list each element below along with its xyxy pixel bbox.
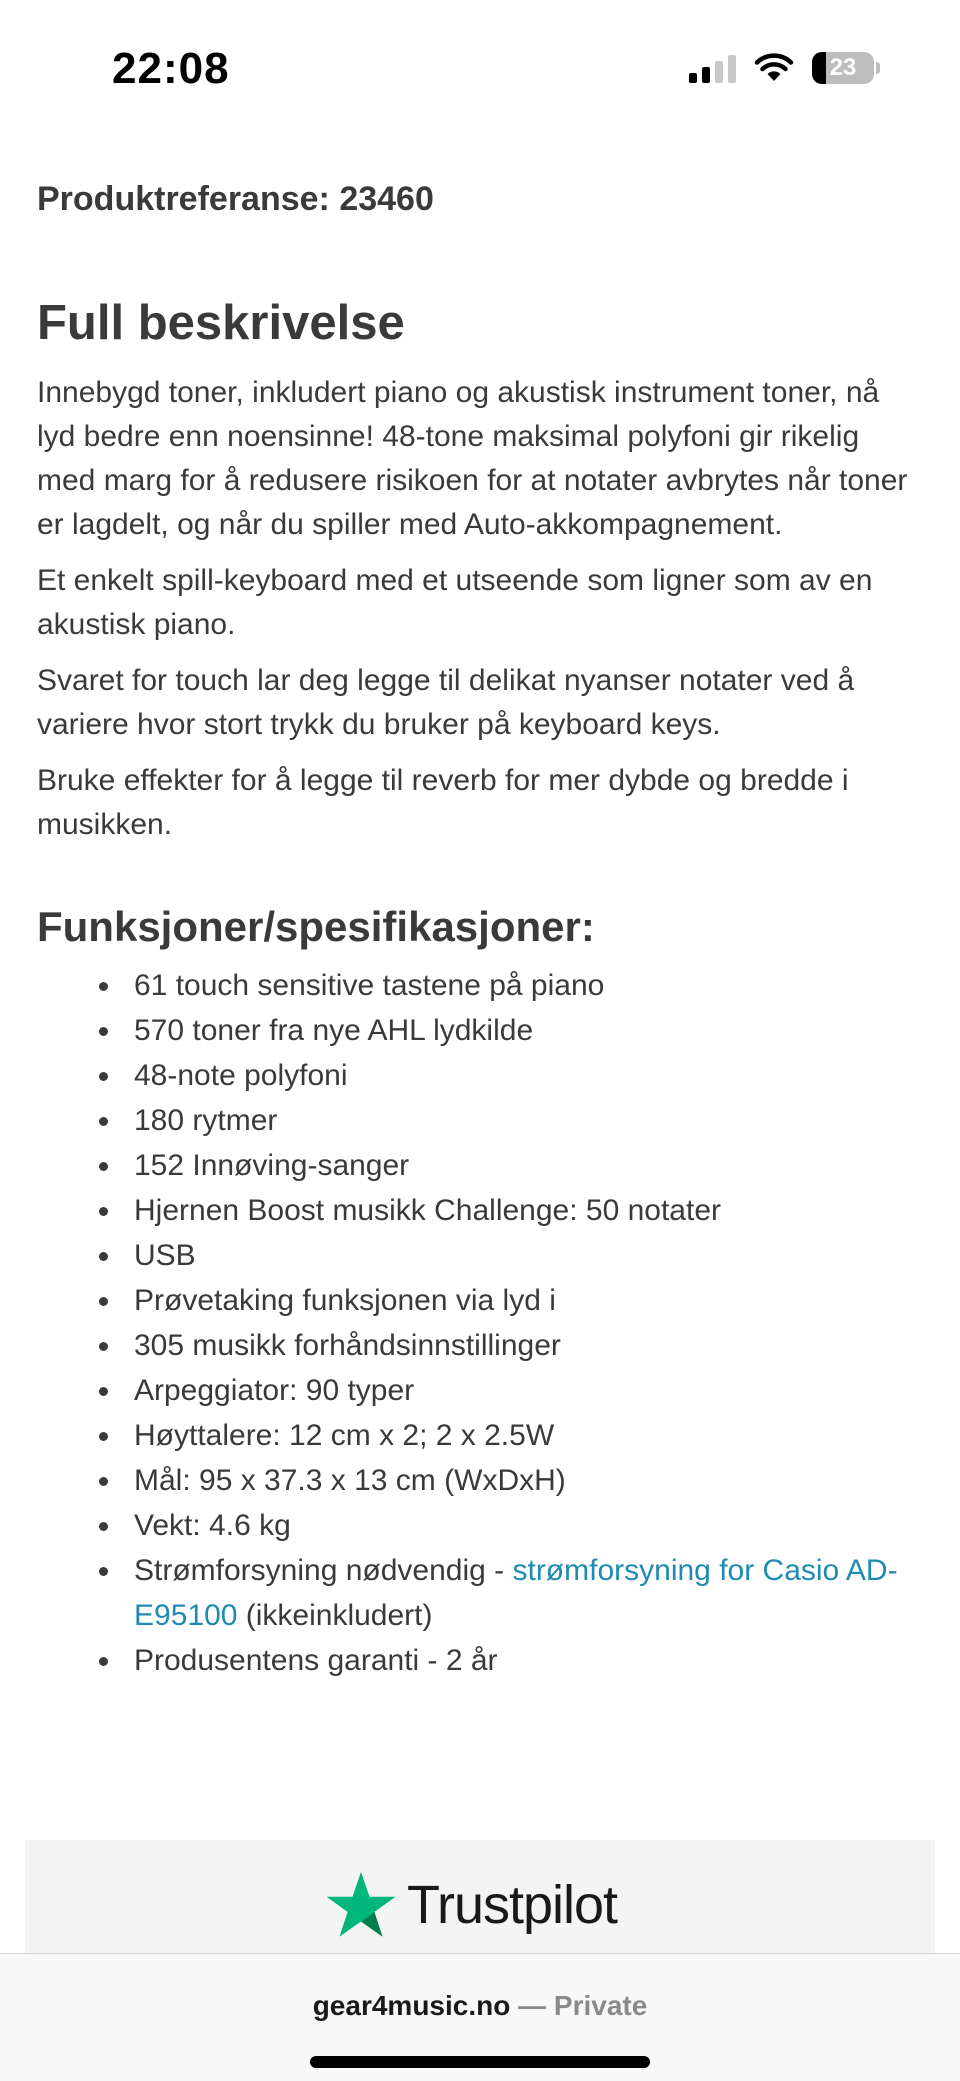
description-body xyxy=(37,371,923,847)
specs-heading: Funksjoner/spesifikasjoner: xyxy=(37,903,595,950)
spec-item: Hjernen Boost musikk Challenge: 50 notater xyxy=(134,1188,923,1233)
spec-item-power xyxy=(134,1548,923,1638)
description-heading: Full beskrivelse xyxy=(37,296,405,350)
status-bar xyxy=(0,0,960,120)
status-time: 22:08 xyxy=(112,44,230,93)
product-reference: Produktreferanse: 23460 xyxy=(37,180,434,218)
spec-item: Mål: 95 x 37.3 x 13 cm (WxDxH) xyxy=(134,1458,923,1503)
spec-item: 305 musikk forhåndsinnstillinger xyxy=(134,1323,923,1368)
spec-item: Vekt: 4.6 kg xyxy=(134,1503,923,1548)
specs-list xyxy=(37,963,923,1683)
description-paragraph: Innebygd toner, inkludert piano og akustisk instrument toner, nå lyd bedre enn noensinne! 48-tone maksimal polyfoni gir rikelig med marg for å redusere risikoen for at notater avbrytes når toner er lagdelt, og når du spiller med Auto-akkompagnement. xyxy=(37,376,908,541)
spec-item: Prøvetaking funksjonen via lyd i xyxy=(134,1278,923,1323)
product-content xyxy=(37,180,923,1683)
home-indicator[interactable] xyxy=(310,2056,650,2068)
power-prefix: Strømforsyning nødvendig - xyxy=(134,1554,513,1587)
power-suffix: (ikkeinkludert) xyxy=(237,1599,433,1632)
power-supply-link[interactable]: strømforsyning for Casio AD-E95100 xyxy=(134,1554,898,1632)
spec-item: Arpeggiator: 90 typer xyxy=(134,1368,923,1413)
private-mode-label: — Private xyxy=(510,1990,648,2021)
battery-icon xyxy=(812,52,874,84)
trustpilot-label: Trustpilot xyxy=(407,1875,618,1935)
spec-item: 180 rytmer xyxy=(134,1098,923,1143)
trustpilot-logo xyxy=(325,1870,617,1940)
description-paragraph: Svaret for touch lar deg legge til delikat nyanser notater ved å variere hvor stort trykk du bruker på keyboard keys. xyxy=(37,664,855,741)
spec-item: 152 Innøving-sanger xyxy=(134,1143,923,1188)
spec-item: USB xyxy=(134,1233,923,1278)
battery-level: 23 xyxy=(829,54,857,81)
url-domain: gear4music.no xyxy=(312,1990,511,2021)
spec-item: 61 touch sensitive tastene på piano xyxy=(134,963,923,1008)
wifi-icon xyxy=(754,53,794,83)
description-paragraph: Et enkelt spill-keyboard med et utseende som ligner som av en akustisk piano. xyxy=(37,564,873,641)
status-icons xyxy=(689,52,880,84)
star-icon xyxy=(325,1870,397,1940)
cellular-signal-icon xyxy=(689,53,736,83)
spec-item: 48-note polyfoni xyxy=(134,1053,923,1098)
url-display[interactable] xyxy=(0,1990,960,2022)
spec-item: Høyttalere: 12 cm x 2; 2 x 2.5W xyxy=(134,1413,923,1458)
spec-item: 570 toner fra nye AHL lydkilde xyxy=(134,1008,923,1053)
battery-cap xyxy=(876,62,880,74)
spec-item-warranty: Produsentens garanti - 2 år xyxy=(134,1638,923,1683)
description-paragraph: Bruke effekter for å legge til reverb for mer dybde og bredde i musikken. xyxy=(37,764,849,841)
browser-address-bar[interactable] xyxy=(0,1953,960,2081)
